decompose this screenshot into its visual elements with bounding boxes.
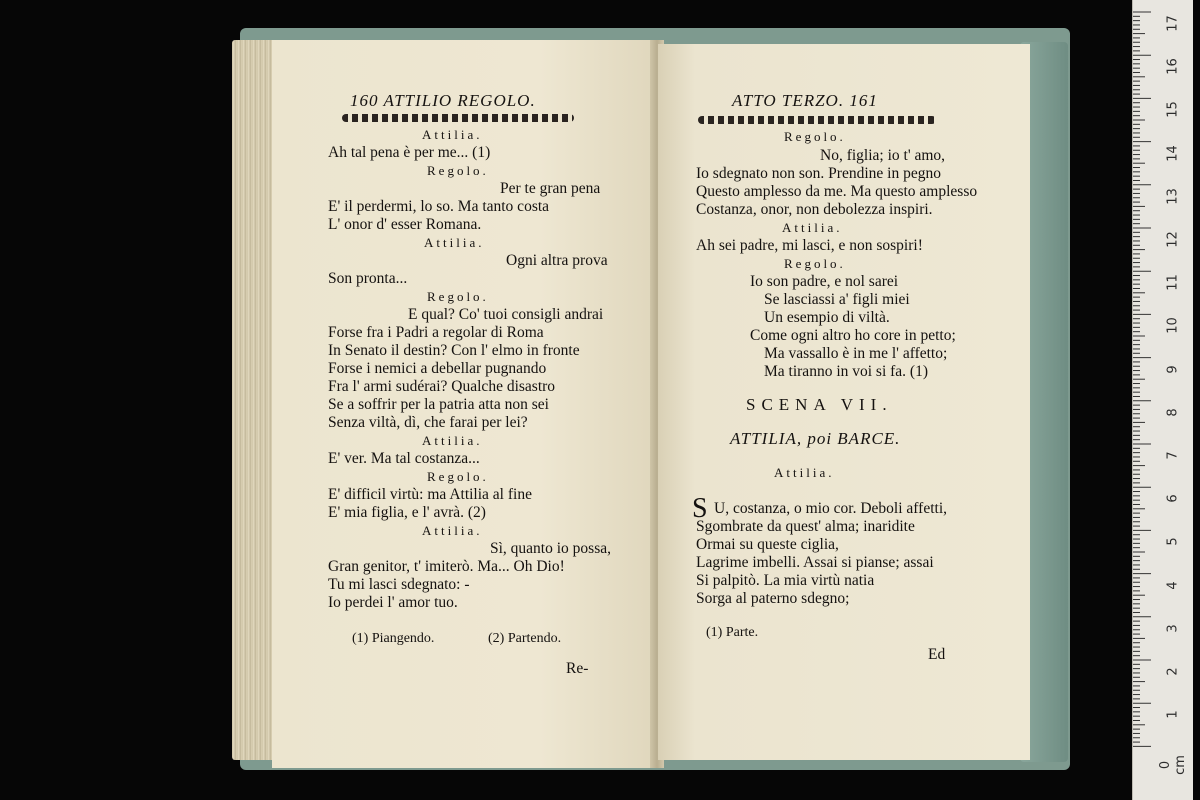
right-page-header: ATTO TERZO. 161: [732, 91, 878, 110]
text-line: Se lasciassi a' figli miei: [764, 291, 910, 308]
ruler-number: 6: [1165, 494, 1181, 503]
text-line: E qual? Co' tuoi consigli andrai: [408, 306, 604, 323]
text-line: Sì, quanto io possa,: [490, 540, 611, 557]
verse-line: Sgombrate da quest' alma; inaridite: [696, 518, 915, 535]
ruler-number: 1: [1165, 710, 1181, 719]
text-line: Ogni altra prova: [506, 252, 608, 269]
catchword: Re-: [566, 660, 589, 677]
verse-line: U, costanza, o mio cor. Deboli affetti,: [714, 500, 948, 517]
text-line: Forse i nemici a debellar pugnando: [328, 360, 547, 377]
ruler-number: 10: [1165, 317, 1181, 335]
ruler-number: 16: [1165, 58, 1181, 75]
verse-line: Si palpitò. La mia virtù natia: [696, 572, 875, 589]
speaker-label: Attilia.: [774, 465, 835, 480]
scene-persons: ATTILIA, poi BARCE.: [730, 429, 901, 448]
text-line: E' ver. Ma tal costanza...: [328, 450, 480, 467]
footnote: (1) Parte.: [706, 625, 759, 640]
text-line: Ah tal pena è per me... (1): [328, 144, 491, 161]
text-line: Se a soffrir per la patria atta non sei: [328, 396, 549, 413]
ruler-number: 12: [1165, 231, 1181, 248]
verse-line: Ormai su queste ciglia,: [696, 536, 839, 553]
speaker-label: Regolo.: [427, 163, 489, 178]
text-line: Costanza, onor, non debolezza inspiri.: [696, 201, 933, 218]
speaker-label: Regolo.: [784, 129, 846, 144]
ruler-number: 5: [1165, 537, 1181, 547]
speaker-label: Attilia.: [422, 433, 483, 448]
text-line: Forse fra i Padri a regolar di Roma: [328, 324, 544, 341]
text-line: In Senato il destin? Con l' elmo in fronte: [328, 342, 580, 359]
speaker-label: Attilia.: [782, 220, 843, 235]
text-line: L' onor d' esser Romana.: [328, 216, 482, 233]
ruler-number: 0 cm: [1158, 755, 1188, 776]
right-page: [658, 44, 1030, 760]
drop-cap: S: [692, 493, 708, 524]
header-ornament: [342, 114, 574, 122]
ruler-number: 17: [1165, 15, 1181, 32]
ruler-number: 3: [1165, 624, 1181, 633]
text-line: Ah sei padre, mi lasci, e non sospiri!: [696, 237, 923, 254]
speaker-label: Regolo.: [784, 256, 846, 271]
verse-line: Sorga al paterno sdegno;: [696, 590, 850, 607]
text-line: E' difficil virtù: ma Attilia al fine: [328, 486, 532, 503]
measurement-ruler: [1132, 0, 1193, 800]
speaker-label: Regolo.: [427, 289, 489, 304]
ruler-number: 14: [1165, 144, 1181, 162]
speaker-label: Attilia.: [422, 127, 483, 142]
ruler-number: 7: [1165, 451, 1181, 460]
catchword: Ed: [928, 646, 946, 663]
verse-line: Lagrime imbelli. Assai si pianse; assai: [696, 554, 934, 571]
ruler-number: 4: [1165, 580, 1181, 590]
text-line: Son pronta...: [328, 270, 408, 287]
text-line: Io perdei l' amor tuo.: [328, 594, 458, 611]
header-ornament: [698, 116, 936, 124]
text-line: E' il perdermi, lo so. Ma tanto costa: [328, 198, 550, 215]
ruler-number: 8: [1165, 408, 1181, 417]
ruler-number: 9: [1165, 364, 1181, 374]
text-line: Io sdegnato non son. Prendine in pegno: [696, 165, 941, 182]
ruler-number: 13: [1165, 188, 1181, 205]
text-line: Fra l' armi sudérai? Qualche disastro: [328, 378, 556, 395]
speaker-label: Attilia.: [422, 523, 483, 538]
footnote: (1) Piangendo.: [352, 631, 435, 646]
footnote: (2) Partendo.: [488, 631, 562, 646]
left-page-header: 160 ATTILIO REGOLO.: [350, 91, 536, 110]
ruler-ticks: [1133, 0, 1193, 800]
speaker-label: Regolo.: [427, 469, 489, 484]
text-line: Gran genitor, t' imiterò. Ma... Oh Dio!: [328, 558, 565, 575]
text-line: Ma vassallo è in me l' affetto;: [764, 345, 948, 362]
text-line: Io son padre, e nol sarei: [750, 273, 899, 290]
scene-title: SCENA VII.: [746, 395, 893, 414]
text-line: No, figlia; io t' amo,: [820, 147, 946, 164]
text-line: Questo amplesso da me. Ma questo amplesso: [696, 183, 978, 200]
text-line: Per te gran pena: [500, 180, 601, 197]
speaker-label: Attilia.: [424, 235, 485, 250]
ruler-number: 11: [1165, 274, 1181, 291]
ruler-number: 15: [1165, 101, 1181, 119]
left-page: [272, 40, 654, 768]
text-line: Senza viltà, dì, che farai per lei?: [328, 414, 528, 431]
text-line: E' mia figlia, e l' avrà. (2): [328, 504, 486, 521]
text-line: Come ogni altro ho core in petto;: [750, 327, 956, 344]
ruler-number: 2: [1165, 667, 1181, 676]
text-line: Tu mi lasci sdegnato: -: [328, 576, 470, 593]
text-line: Ma tiranno in voi si fa. (1): [764, 363, 929, 380]
text-line: Un esempio di viltà.: [764, 309, 890, 326]
